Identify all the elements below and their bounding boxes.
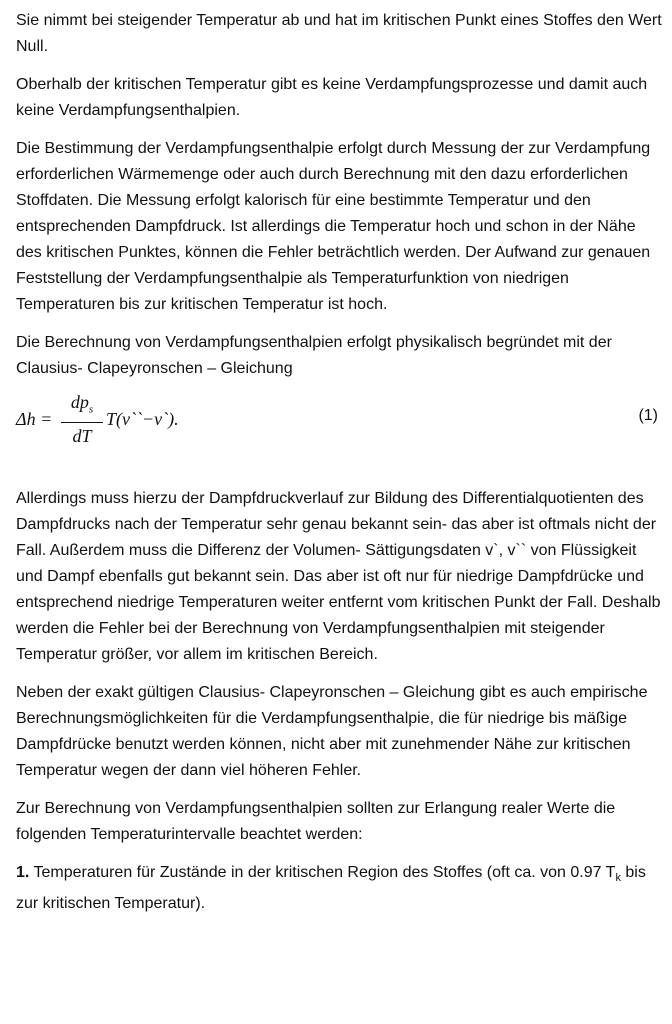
paragraph-4: Die Berechnung von Verdampfungsenthalpien erfolgt physikalisch begründet mit der Clausius- Clapeyronschen – Gleichung (16, 334, 612, 377)
paragraph-2: Oberhalb der kritischen Temperatur gibt es keine Verdampfungsprozesse und damit auch keine Verdampfungsenthalpien. (16, 76, 648, 119)
equation-1 (16, 388, 664, 450)
paragraph-5: Allerdings muss hierzu der Dampfdruckverlauf zur Bildung des Differentialquotienten des Dampfdrucks nach der Temperatur sehr genau bekannt sein- das aber ist oftmals nicht der Fall. Außerdem muss die Differenz der Volumen- Sättigungsdaten v`, v`` von Flüssigkeit und Dampf ebenfalls gut bekannt sein. Das aber ist oft nur für niedrige Dampfdrücke und entsprechend niedrige Temperaturen weiter entfernt vom kritischen Punkt der Fall. Deshalb werden die Fehler bei der Berechnung von Verdampfungsenthalpien mit steigender Temperatur größer, vor allem im kritischen Bereich. (16, 490, 661, 663)
paragraph-6: Neben der exakt gültigen Clausius- Clapeyronschen – Gleichung gibt es auch empirische Berechnungsmöglichkeiten für die Verdampfungsenthalpie, die für niedrige bis mäßige Dampfdrücke benutzt werden können, nicht aber mit zunehmender Nähe zur kritischen Temperatur wegen der dann viel höheren Fehler. (16, 684, 648, 779)
formula-denominator: dT (72, 425, 92, 446)
document-page (16, 8, 664, 917)
equation-number: (1) (638, 407, 658, 424)
list-item-1-text: Temperaturen für Zustände in der kritischen Region des Stoffes (oft ca. von 0.97 T (29, 864, 616, 881)
formula-lhs: Δh = (16, 409, 53, 429)
paragraph-3: Die Bestimmung der Verdampfungsenthalpie erfolgt durch Messung der zur Verdampfung erforderlichen Wärmemenge oder auch durch Berechnung mit den dazu erforderlichen Stoffdaten. Die Messung erfolgt kalorisch für eine bestimmte Temperatur und den entsprechenden Dampfdruck. Ist allerdings die Temperatur hoch und schon in der Nähe des kritischen Punktes, können die Fehler beträchtlich werden. Der Aufwand zur genauen Feststellung der Verdampfungsenthalpie als Temperaturfunktion von niedrigen Temperaturen bis zur kritischen Temperatur ist hoch. (16, 140, 651, 313)
formula-numerator: $dp_s$ (61, 390, 103, 423)
list-item-1-subscript: k (615, 872, 621, 885)
formula-fraction (61, 390, 103, 449)
formula-rhs: T(v``−v`). (106, 409, 179, 429)
list-item-1-number: 1. (16, 864, 30, 881)
list-item-1 (16, 860, 664, 917)
list-item-1-text-end: bis zur kritischen Temperatur). (16, 864, 646, 913)
paragraph-7: Zur Berechnung von Verdampfungsenthalpien sollten zur Erlangung realer Werte die folgenden Temperaturintervalle beachtet werden: (16, 800, 616, 843)
formula-numerator-subscript: s (88, 403, 94, 416)
paragraph-1: Sie nimmt bei steigender Temperatur ab und hat im kritischen Punkt eines Stoffes den Wert Null. (16, 12, 662, 55)
